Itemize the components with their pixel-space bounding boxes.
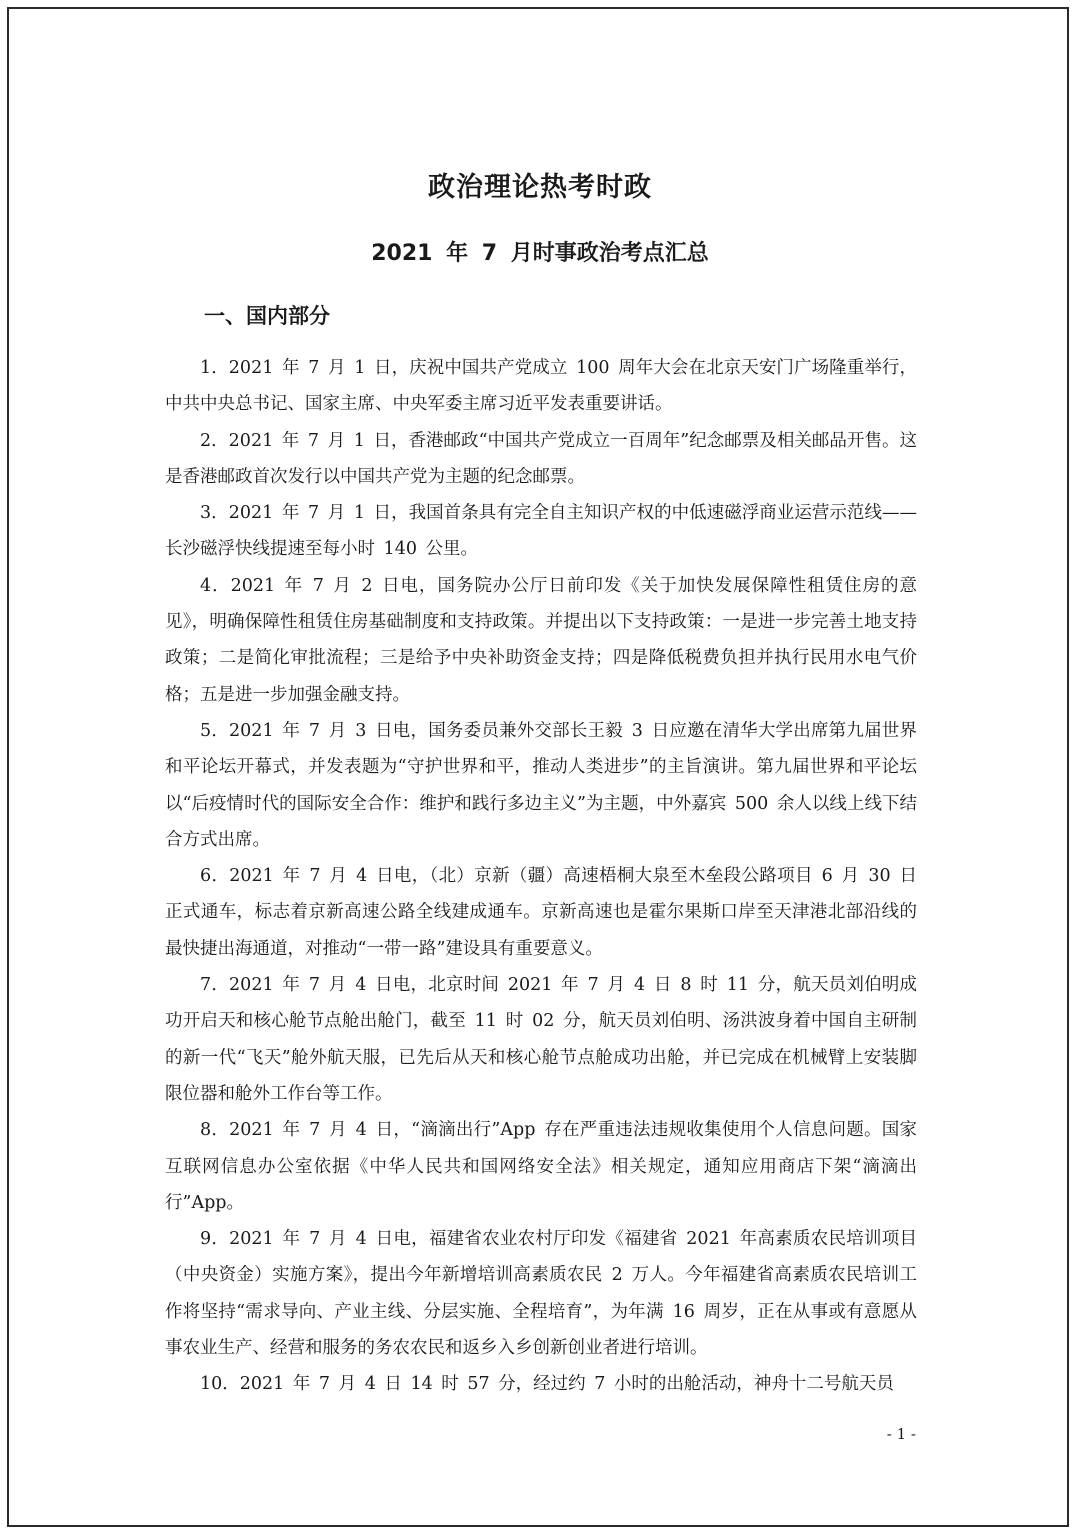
paragraph-2: 2．2021 年 7 月 1 日，香港邮政“中国共产党成立一百周年”纪念邮票及相关邮品开售。这是香港邮政首次发行以中国共产党为主题的纪念邮票。	[165, 430, 917, 487]
article-body	[165, 350, 917, 1403]
paragraph-8: 8．2021 年 7 月 4 日，“滴滴出行”App 存在严重违法违规收集使用个人信息问题。国家互联网信息办公室依据《中华人民共和国网络安全法》相关规定，通知应用商店下架“滴滴出行”App。	[165, 1120, 917, 1213]
page-title: 政治理论热考时政	[428, 172, 652, 203]
paragraph-3: 3．2021 年 7 月 1 日，我国首条具有完全自主知识产权的中低速磁浮商业运营示范线——长沙磁浮快线提速至每小时 140 公里。	[165, 503, 917, 560]
section-heading: 一、国内部分	[204, 304, 330, 328]
paragraph-5: 5．2021 年 7 月 3 日电，国务委员兼外交部长王毅 3 日应邀在清华大学出席第九届世界和平论坛开幕式，并发表题为“守护世界和平，推动人类进步”的主旨演讲。第九届世界和平论坛以“后疫情时代的国际安全合作：维护和践行多边主义”为主题，中外嘉宾 500 余人以线上线下结合方式出席。	[165, 720, 917, 850]
page-number: - 1 -	[886, 1425, 916, 1443]
paragraph-9: 9．2021 年 7 月 4 日电，福建省农业农村厅印发《福建省 2021 年高素质农民培训项目（中央资金）实施方案》，提出今年新增培训高素质农民 2 万人。今年福建省高素质农民培训工作将坚持“需求导向、产业主线、分层实施、全程培育”，为年满 16 周岁，正在从事或有意愿从事农业生产、经营和服务的务农农民和返乡入乡创新创业者进行培训。	[165, 1229, 917, 1359]
paragraph-4: 4．2021 年 7 月 2 日电，国务院办公厅日前印发《关于加快发展保障性租赁住房的意见》，明确保障性租赁住房基础制度和支持政策。并提出以下支持政策：一是进一步完善土地支持政策；二是简化审批流程；三是给予中央补助资金支持；四是降低税费负担并执行民用水电气价格；五是进一步加强金融支持。	[165, 575, 917, 705]
paragraph-10: 10．2021 年 7 月 4 日 14 时 57 分，经过约 7 小时的出舱活动，神舟十二号航天员	[200, 1374, 894, 1395]
page-subtitle: 2021 年 7 月时事政治考点汇总	[371, 241, 709, 266]
paragraph-1: 1．2021 年 7 月 1 日，庆祝中国共产党成立 100 周年大会在北京天安门广场隆重举行，中共中央总书记、国家主席、中央军委主席习近平发表重要讲话。	[165, 358, 917, 415]
paragraph-6: 6．2021 年 7 月 4 日电，（北）京新（疆）高速梧桐大泉至木垒段公路项目 6 月 30 日正式通车，标志着京新高速公路全线建成通车。京新高速也是霍尔果斯口岸至天津港北部沿线的最快捷出海通道，对推动“一带一路”建设具有重要意义。	[165, 866, 917, 959]
paragraph-7: 7．2021 年 7 月 4 日电，北京时间 2021 年 7 月 4 日 8 时 11 分，航天员刘伯明成功开启天和核心舱节点舱出舱门，截至 11 时 02 分，航天员刘伯明、汤洪波身着中国自主研制的新一代“飞天”舱外航天服，已先后从天和核心舱节点舱成功出舱，并已完成在机械臂上安装脚限位器和舱外工作台等工作。	[165, 975, 917, 1104]
